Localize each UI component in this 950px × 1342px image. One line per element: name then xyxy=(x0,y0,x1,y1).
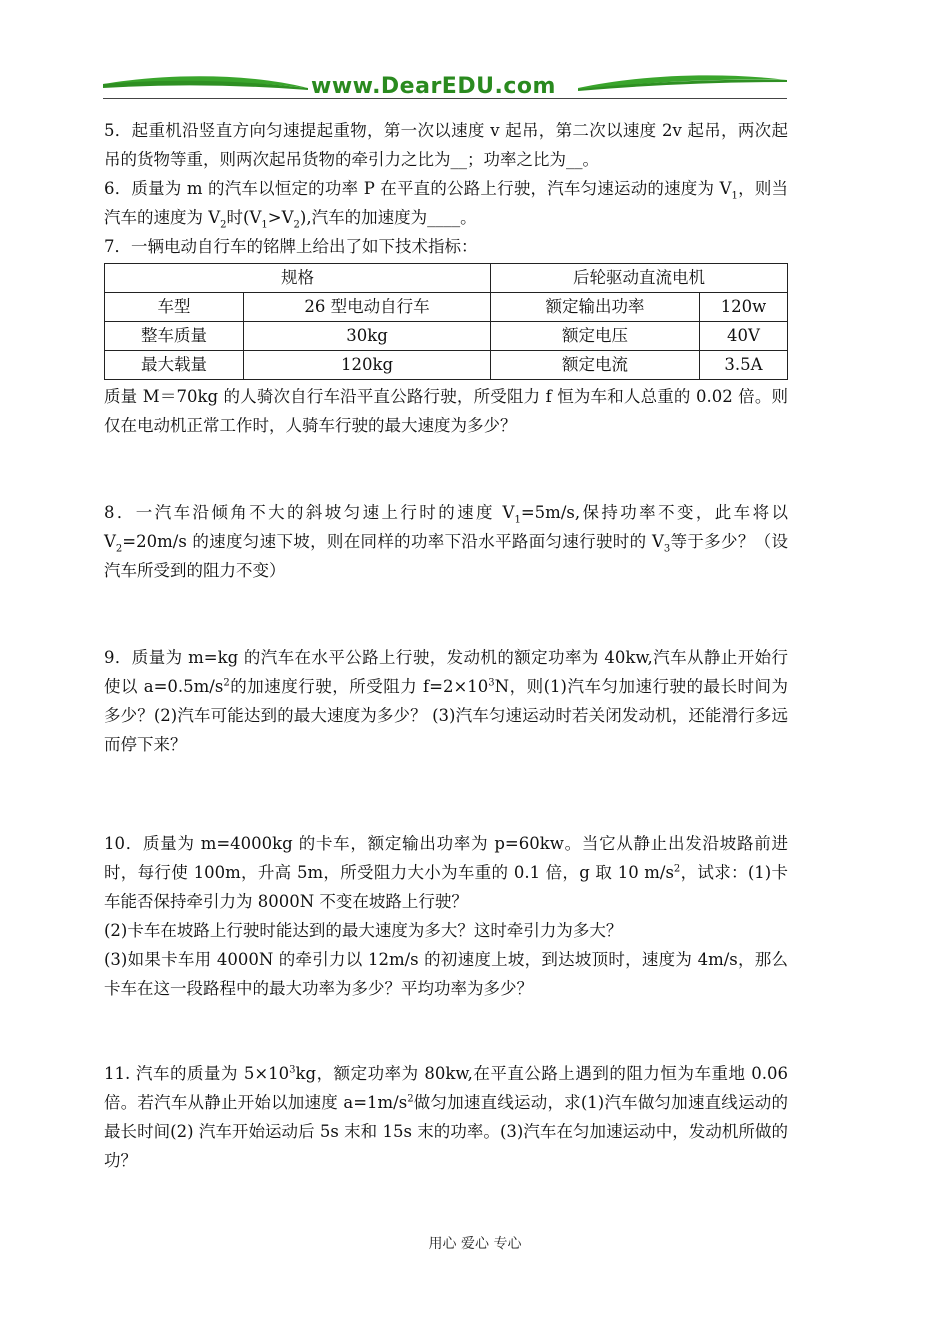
table-header-motor: 后轮驱动直流电机 xyxy=(491,264,788,293)
question-5: 5．起重机沿竖直方向匀速提起重物，第一次以速度 v 起吊，第二次以速度 2v 起吊，两次起吊的货物等重，则两次起吊货物的牵引力之比为__；功率之比为__。 xyxy=(104,121,788,169)
answer-space xyxy=(104,1003,788,1059)
question-10: 10．质量为 m=4000kg 的卡车，额定输出功率为 p=60kw。当它从静止出发沿坡路前进时，每行使 100m，升高 5m，所受阻力大小为车重的 0.1 倍，g 取 10 $m/s^2$，试求：(1)卡车能否保持牵引力为 8000N 不变在坡路上行驶？ xyxy=(104,834,788,911)
site-logo-text: www.DearEDU.com xyxy=(311,74,556,99)
question-6: 6．质量为 m 的汽车以恒定的功率 P 在平直的公路上行驶，汽车匀速运动的速度为 $V_1$，则当汽车的速度为 $V_2$时$(V_1>V_2)$,汽车的加速度为____。 xyxy=(104,179,789,231)
table-cell: 120kg xyxy=(244,351,491,380)
table-cell: 40V xyxy=(700,322,788,351)
table-cell: 额定输出功率 xyxy=(491,293,700,322)
table-cell: 车型 xyxy=(105,293,244,322)
table-cell: 3.5A xyxy=(700,351,788,380)
answer-space xyxy=(104,440,788,498)
table-header-spec: 规格 xyxy=(105,264,491,293)
document-body xyxy=(104,116,788,1175)
table-cell: 26 型电动自行车 xyxy=(244,293,491,322)
header-divider xyxy=(103,98,787,99)
question-7-intro: 7．一辆电动自行车的铭牌上给出了如下技术指标： xyxy=(104,237,478,256)
table-row xyxy=(105,293,788,322)
question-11: 11. 汽车的质量为 $5\times 10^3kg$，额定功率为 80kw,在平直公路上遇到的阻力恒为车重地 0.06 倍。若汽车从静止开始以加速度 $a=1m/s^2$做匀加速直线运动，求(1)汽车做匀加速直线运动的最长时间(2) 汽车开始运动后 5s 末和 15s 末的功率。(3)汽车在匀加速运动中，发动机所做的功？ xyxy=(104,1064,789,1170)
table-row xyxy=(105,322,788,351)
table-cell: 最大载量 xyxy=(105,351,244,380)
question-8: 8．一汽车沿倾角不大的斜坡匀速上行时的速度 $V_1=5m/s$,保持功率不变，此车将以 $V_2=20m/s$ 的速度匀速下坡，则在同样的功率下沿水平路面匀速行驶时的 $V_3$等于多少？（设汽车所受到的阻力不变） xyxy=(104,503,789,580)
table-cell: 120w xyxy=(700,293,788,322)
question-7-body: 质量 M＝70kg 的人骑次自行车沿平直公路行驶，所受阻力 f 恒为车和人总重的 0.02 倍。则仅在电动机正常工作时，人骑车行驶的最大速度为多少？ xyxy=(104,387,788,435)
answer-space xyxy=(104,759,788,829)
table-cell: 整车质量 xyxy=(105,322,244,351)
question-10-part-3: (3)如果卡车用 4000N 的牵引力以 12m/s 的初速度上坡，到达坡顶时，速度为 4m/s，那么卡车在这一段路程中的最大功率为多少？平均功率为多少？ xyxy=(104,950,788,998)
table-row xyxy=(105,351,788,380)
page-footer: 用心 爱心 专心 xyxy=(428,1236,522,1252)
answer-space xyxy=(104,585,788,643)
table-cell: 额定电流 xyxy=(491,351,700,380)
table-header-row xyxy=(105,264,788,293)
question-9: 9．质量为 m=kg 的汽车在水平公路上行驶，发动机的额定功率为 40kw,汽车从静止开始行使以 $a=0.5m/s^2$的加速度行驶，所受阻力 $f=2\times 10^3N$，则(1)汽车匀加速行驶的最长时间为多少？(2)汽车可能达到的最大速度为多少？ (3)汽车匀速运动时若关闭发动机，还能滑行多远而停下来？ xyxy=(104,648,789,754)
table-cell: 30kg xyxy=(244,322,491,351)
table-cell: 额定电压 xyxy=(491,322,700,351)
spec-table xyxy=(104,263,788,380)
question-10-part-2: (2)卡车在坡路上行驶时能达到的最大速度为多大？这时牵引力为多大？ xyxy=(104,921,623,940)
